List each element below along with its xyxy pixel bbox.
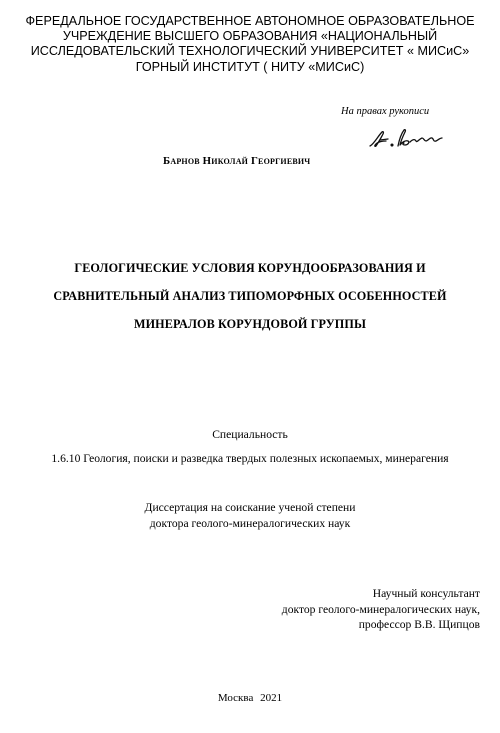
title-line: СРАВНИТЕЛЬНЫЙ АНАЛИЗ ТИПОМОРФНЫХ ОСОБЕННОСТЕЙ xyxy=(53,289,447,303)
organization-line: ФЕРЕДАЛЬНОЕ ГОСУДАРСТВЕННОЕ АВТОНОМНОЕ ОБРАЗОВАТЕЛЬНОЕ xyxy=(25,14,475,28)
consultant-line: профессор В.В. Щипцов xyxy=(358,618,480,631)
organization-line: УЧРЕЖДЕНИЕ ВЫСШЕГО ОБРАЗОВАНИЯ «НАЦИОНАЛЬНЫЙ xyxy=(62,29,438,44)
organization-header xyxy=(0,14,500,75)
organization-line: ГОРНЫЙ ИНСТИТУТ ( НИТУ «МИСиС) xyxy=(135,59,365,74)
dissertation-degree xyxy=(0,500,500,532)
consultant-line: Научный консультант xyxy=(372,587,480,600)
specialty-value: 1.6.10 Геология, поиски и разведка твердых полезных ископаемых, минерагения xyxy=(51,452,449,465)
dissertation-line: доктора геолого-минералогических наук xyxy=(149,517,351,530)
author-name-text: Барнов Николай Георгиевич xyxy=(163,155,311,167)
organization-line: ИССЛЕДОВАТЕЛЬСКИЙ ТЕХНОЛОГИЧЕСКИЙ УНИВЕРСИТЕТ « МИСиС» xyxy=(30,44,470,59)
rights-note: На правах рукописи xyxy=(341,106,430,117)
title-line: МИНЕРАЛОВ КОРУНДОВОЙ ГРУППЫ xyxy=(133,317,367,331)
scientific-consultant xyxy=(282,586,480,633)
consultant-line: доктор геолого-минералогических наук, xyxy=(281,602,480,616)
specialty-label: Специальность xyxy=(212,428,288,441)
dissertation-line: Диссертация на соискание ученой степени xyxy=(144,501,356,514)
author-name xyxy=(163,155,310,167)
city-year: Москва 2021 xyxy=(217,692,283,704)
title-line: ГЕОЛОГИЧЕСКИЕ УСЛОВИЯ КОРУНДООБРАЗОВАНИЯ И xyxy=(74,261,426,275)
handwritten-signature-icon xyxy=(366,126,444,150)
